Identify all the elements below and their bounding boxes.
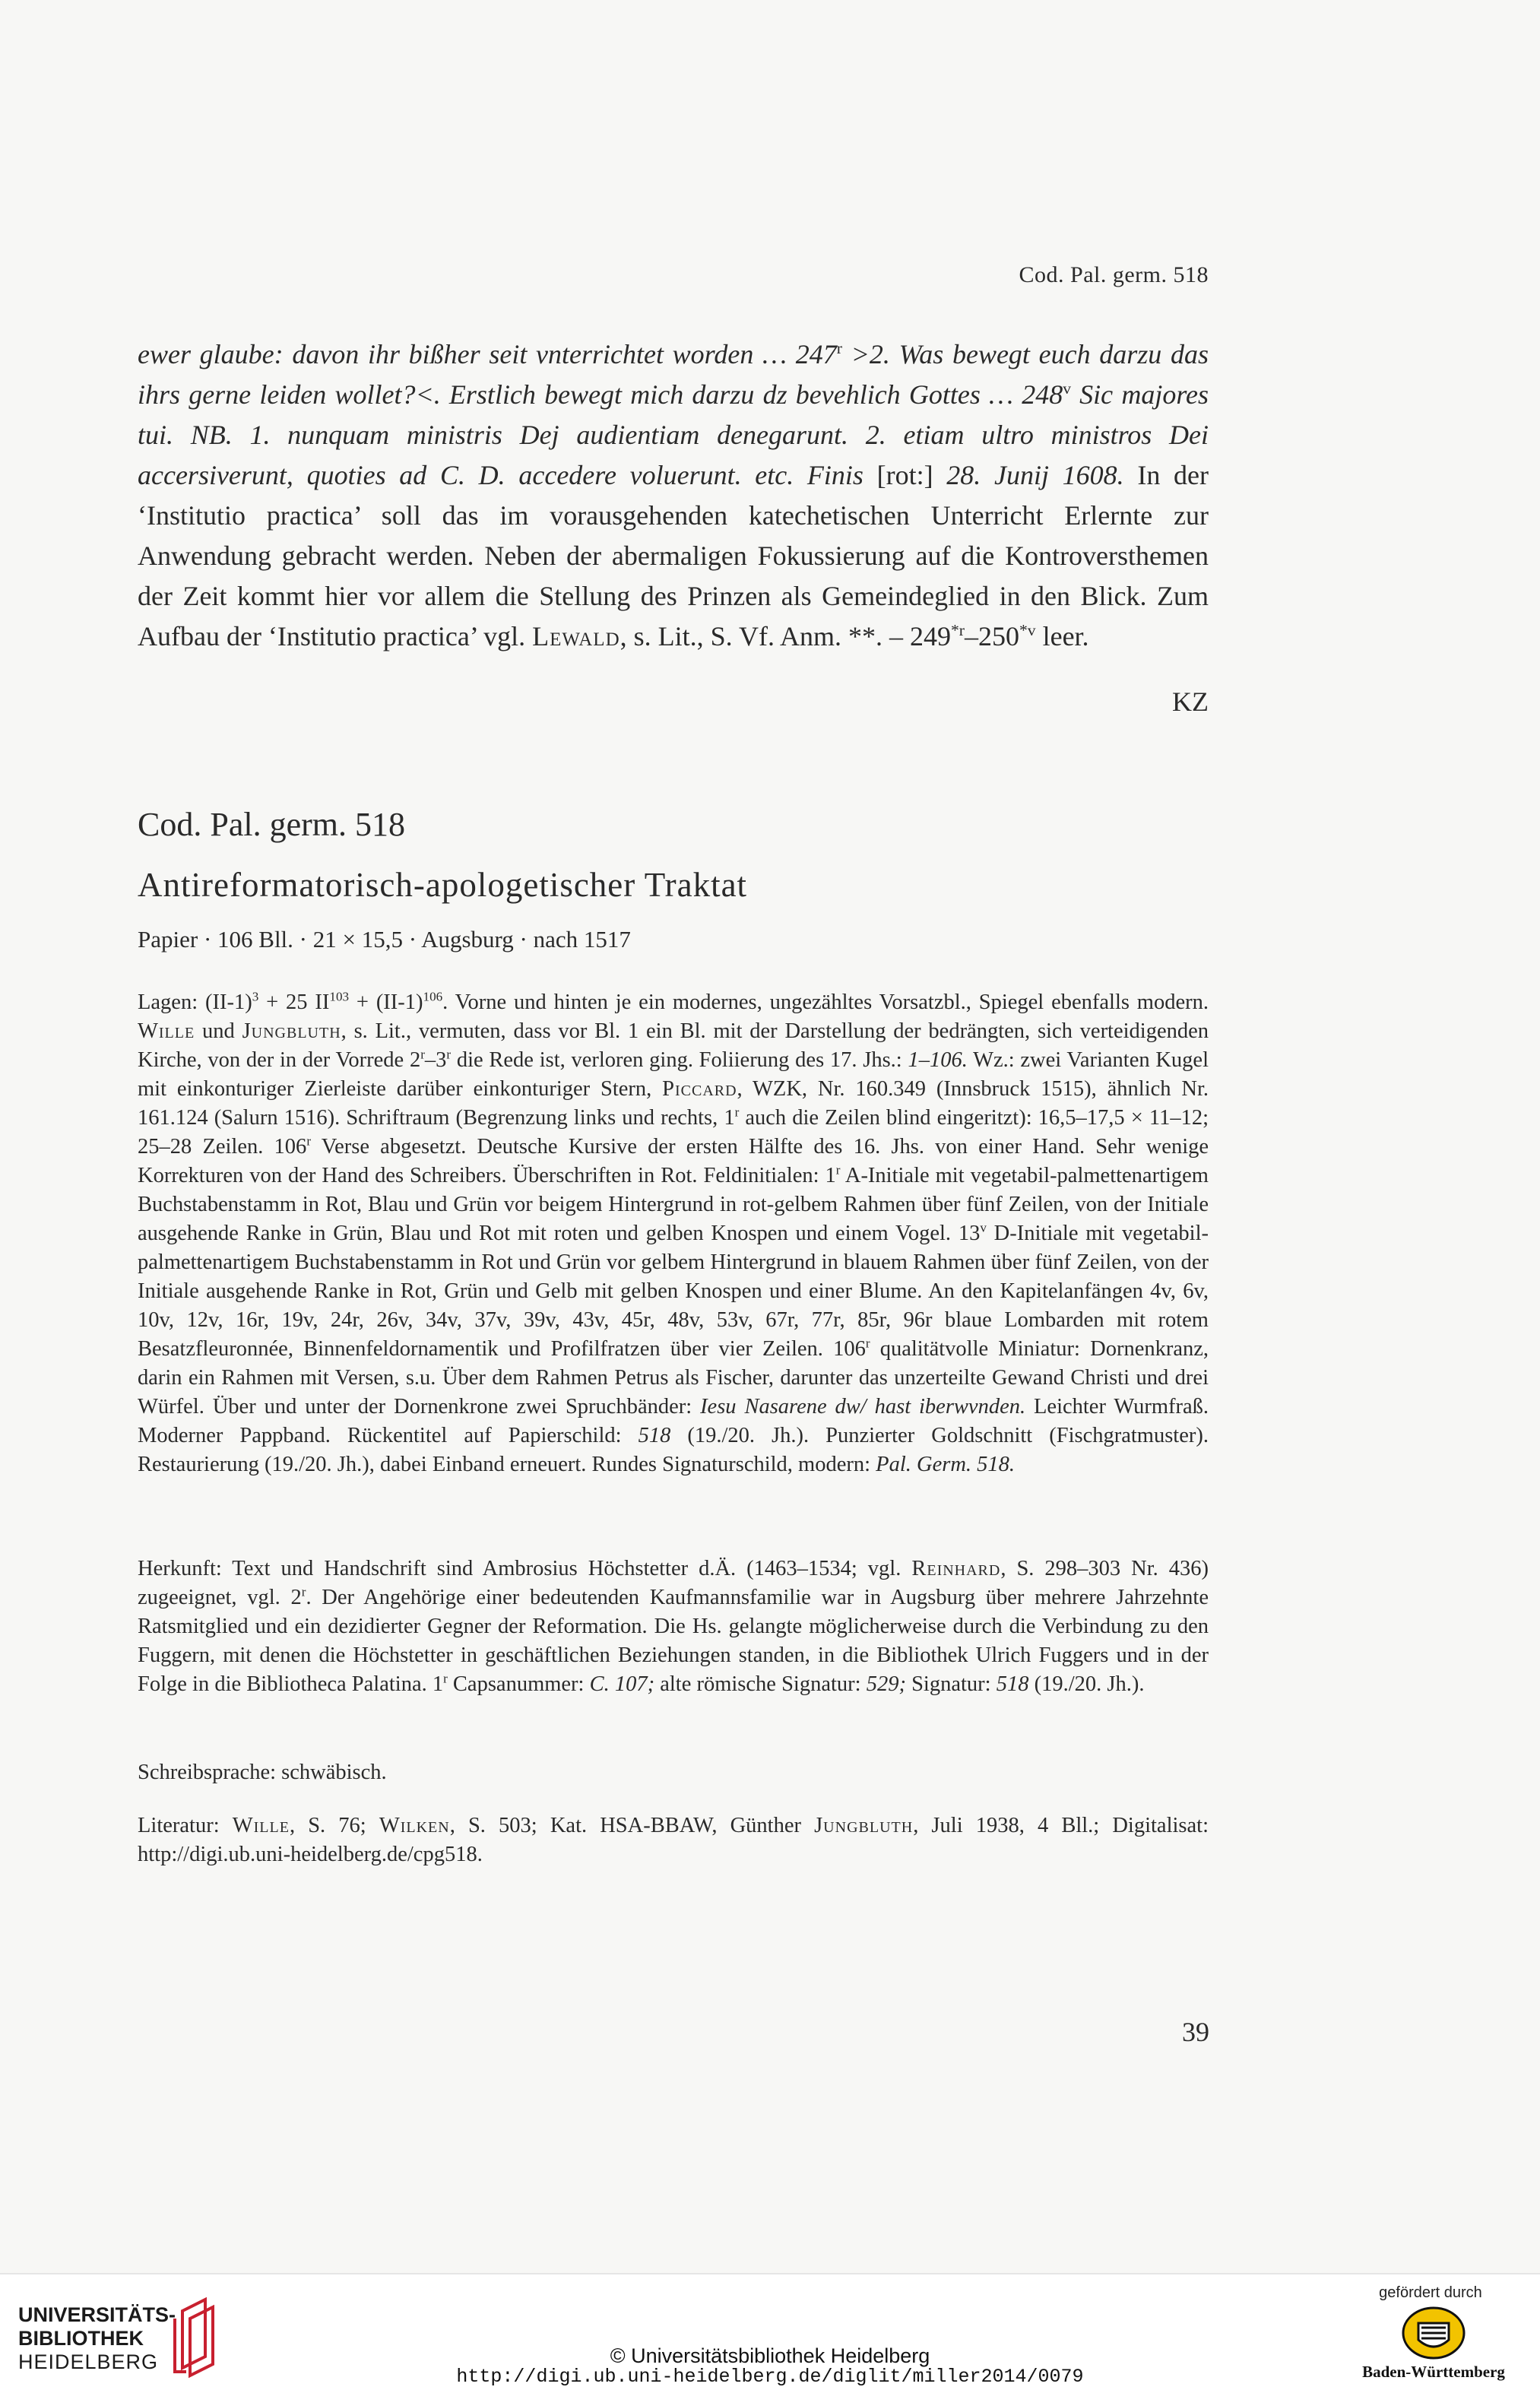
text: + (II-1) bbox=[349, 991, 423, 1014]
date-text: 28. Junij 1608. bbox=[946, 460, 1124, 490]
copyright-text: © Universitätsbibliothek Heidelberg bbox=[610, 2344, 930, 2367]
sup: r bbox=[301, 1584, 306, 1599]
entry-meta: Papier · 106 Bll. · 21 × 15,5 · Augsburg · nach 1517 bbox=[138, 926, 631, 953]
author-name: Jungbluth bbox=[242, 1019, 341, 1043]
rot-marker: [rot:] bbox=[863, 460, 947, 490]
sup: 103 bbox=[329, 989, 350, 1004]
shelfmark: 529; bbox=[866, 1672, 906, 1696]
text: blaue Lombarden mit rotem Besatzfleuronnée, Binnenfeldornamentik und Profilfratzen über vier Zeilen. 106 bbox=[138, 1308, 1209, 1361]
author-name: Wilken bbox=[379, 1814, 450, 1837]
schreibsprache-paragraph: Schreibsprache: schwäbisch. bbox=[138, 1761, 387, 1784]
sup: r bbox=[446, 1047, 452, 1062]
sup: 106 bbox=[423, 989, 443, 1004]
sup: r bbox=[306, 1133, 312, 1149]
text: , S. 76; bbox=[289, 1814, 379, 1837]
folio-sup: v bbox=[1063, 379, 1071, 398]
text: . Der Angehörige einer bedeutenden Kaufmannsfamilie war in Augsburg über mehrere Jahrzehnte Ratsmitglied und ein dezidierter Gegner der Reformation. Die Hs. gelangte möglicherweise durch die Verbindung zu den Fuggern, mit denen die Höchstetter in geschäftlichen Beziehungen standen, in die Bibliothek Ulrich Fuggers und in der Folge in die Bibliotheca Palatina. 1 bbox=[138, 1586, 1209, 1696]
text: (19./20. Jh.). Punzierter Goldschnitt (Fischgratmuster). Restaurierung (19./20. Jh.), dabei Einband erneuert. Rundes Signaturschild, modern: bbox=[138, 1424, 1209, 1476]
sup: r bbox=[420, 1047, 425, 1062]
text: Wz.: zwei Varianten Kugel mit einkonturiger Zierleiste darüber einkonturiger Stern, bbox=[138, 1048, 1209, 1101]
text: Capsanummer: bbox=[447, 1672, 590, 1696]
logo-line: BIBLIOTHEK bbox=[18, 2327, 144, 2350]
author-initials: KZ bbox=[1172, 686, 1209, 717]
shelfmark: Pal. Germ. 518. bbox=[876, 1453, 1016, 1476]
text: . Vorne und hinten je ein modernes, ungezähltes Vorsatzbl., Spiegel ebenfalls modern. bbox=[442, 991, 1209, 1014]
herkunft-paragraph bbox=[138, 1555, 1209, 1699]
author-name: Jungbluth bbox=[814, 1814, 914, 1837]
text: –3 bbox=[424, 1048, 447, 1072]
literatur-paragraph bbox=[138, 1812, 1209, 1869]
body-text: leer. bbox=[1035, 621, 1089, 651]
running-head: Cod. Pal. germ. 518 bbox=[1019, 262, 1209, 287]
footer-bar bbox=[0, 2273, 1540, 2390]
shelfmark: 518 bbox=[996, 1672, 1029, 1696]
body-text: , s. Lit., S. Vf. Anm. **. – 249 bbox=[619, 621, 951, 651]
author-name: Reinhard bbox=[911, 1557, 1001, 1580]
text: Literatur: bbox=[138, 1814, 233, 1837]
text: , S. 503; Kat. HSA-BBAW, Günther bbox=[449, 1814, 815, 1837]
text: Leichter Wurmfraß. Moderner Pappband. Rückentitel auf Papierschild: bbox=[138, 1395, 1209, 1447]
foliation: 1–106. bbox=[908, 1048, 968, 1072]
continuation-paragraph bbox=[138, 334, 1209, 657]
text: A-Initiale mit vegetabil-palmettenartigem Buchstabenstamm in Rot, Blau und Grün vor beigem Hintergrund in rot-gelbem Rahmen über fünf Zeilen, von der Initiale ausgehende Ranke in Grün, Blau und Rot mit roten und gelben Knospen und einem Vogel. 13 bbox=[138, 1164, 1209, 1245]
text: Verse abgesetzt. Deutsche Kursive der ersten Hälfte des 16. Jhs. von einer Hand. Sehr wenige Korrekturen von der Hand des Schreibers. Überschriften in Rot. Feldinitialen: 1 bbox=[138, 1135, 1209, 1187]
folio-sup: *v bbox=[1019, 621, 1036, 639]
text: , Juli 1938, 4 Bll.; Digitalisat: http://digi.ub.uni-heidelberg.de/cpg518. bbox=[138, 1814, 1209, 1866]
folio-sup: r bbox=[836, 339, 842, 357]
sup: r bbox=[734, 1105, 740, 1120]
funded-by-label: gefördert durch bbox=[1379, 2284, 1482, 2301]
text: , S. 298–303 Nr. 436) zugeeignet, vgl. 2 bbox=[138, 1557, 1209, 1609]
folio-list: v, 6v, 10v, 12v, 16r, 19v, 24r, 26v, 34v, 37v, 39v, 43v, 45r, 48v, 53v, 67r, 77r, 85r, 96r bbox=[138, 1279, 1209, 1332]
text: + 25 II bbox=[258, 991, 330, 1014]
sup: 3 bbox=[252, 989, 259, 1004]
author-name: Lewald bbox=[532, 621, 620, 651]
text: Lagen: (II-1) bbox=[138, 991, 252, 1014]
entry-signature: Cod. Pal. germ. 518 bbox=[138, 806, 405, 843]
shelfmark: 518 bbox=[638, 1424, 671, 1447]
body-text: –250 bbox=[965, 621, 1019, 651]
text: , WZK, Nr. 160.349 (Innsbruck 1515), ähnlich Nr. 161.124 (Salurn 1516). Schriftraum (Begrenzung links und rechts, 1 bbox=[138, 1077, 1209, 1130]
text: (19./20. Jh.). bbox=[1028, 1672, 1145, 1696]
entry-title: Antireformatorisch-apologetischer Traktat bbox=[138, 866, 748, 904]
logo-line: UNIVERSITÄTS- bbox=[18, 2303, 176, 2326]
state-name: Baden-Württemberg bbox=[1362, 2363, 1505, 2381]
shelfmark: C. 107; bbox=[589, 1672, 655, 1696]
lagen-paragraph bbox=[138, 988, 1209, 1479]
text: D-Initiale mit vegetabil-palmettenartigem Buchstabenstamm in Rot und Grün vor gelbem Hintergrund in blauem Rahmen über fünf Zeilen, von der Initiale ausgehende Ranke in Rot, Grün und Gelb mit gelben Knospen und einer Blume. An den Kapitelanfängen 4 bbox=[138, 1222, 1209, 1303]
text: , s. Lit., vermuten, dass vor Bl. 1 ein Bl. mit der Darstellung der bedrängten, sich verteidigenden Kirche, von der in der Vorrede 2 bbox=[138, 1019, 1209, 1072]
body-text: In der ‘Institutio practica’ soll das im vorausgehenden katechetischen Unterricht Erlernte zur Anwendung gebracht werden. Neben der abermaligen Fokussierung auf die Kontroversthemen der Zeit kommt hier vor allem die Stellung des Prinzen als Gemeindeglied in den Blick. Zum Aufbau der ‘Institutio practica’ vgl. bbox=[138, 460, 1209, 651]
footer-divider bbox=[0, 2273, 1540, 2274]
text: qualitätvolle Miniatur: Dornenkranz, darin ein Rahmen mit Versen, s.u. Über dem Rahmen Petrus als Fischer, darunter das unzerteilte Gewand Christi und drei Würfel. Über und unter der Dornenkrone zwei Spruchbänder: bbox=[138, 1337, 1209, 1418]
author-name: Piccard bbox=[662, 1077, 737, 1101]
folio-sup: *r bbox=[951, 621, 965, 639]
text: und bbox=[195, 1019, 242, 1043]
author-name: Wille bbox=[138, 1019, 195, 1043]
text: Signatur: bbox=[905, 1672, 997, 1696]
quote-text: ewer glaube: davon ihr bißher seit vnterrichtet worden … 247 bbox=[138, 339, 837, 369]
sup: v bbox=[980, 1220, 987, 1235]
text: alte römische Signatur: bbox=[654, 1672, 867, 1696]
page-number: 39 bbox=[1182, 2017, 1209, 2047]
text: Herkunft: Text und Handschrift sind Ambrosius Höchstetter d.Ä. (1463–1534; vgl. bbox=[138, 1557, 912, 1580]
sup: r bbox=[835, 1162, 841, 1178]
permalink-url[interactable]: http://digi.ub.uni-heidelberg.de/diglit/miller2014/0079 bbox=[456, 2366, 1084, 2388]
quote-text: Iesu Nasarene dw/ hast iberwvnden. bbox=[700, 1395, 1026, 1418]
state-coat-of-arms-icon[interactable] bbox=[1402, 2306, 1466, 2360]
author-name: Wille bbox=[232, 1814, 290, 1837]
quote-text: Sic majores tui. NB. 1. nunquam ministris Dej audientiam denegarunt. 2. etiam ultro ministros Dei accersiverunt, quoties ad C. D. accedere voluerunt. etc. Finis bbox=[138, 379, 1209, 490]
sup: r bbox=[443, 1671, 448, 1686]
text: die Rede ist, verloren ging. Foliierung des 17. Jhs.: bbox=[451, 1048, 908, 1072]
sup: r bbox=[865, 1336, 870, 1351]
logo-line: HEIDELBERG bbox=[18, 2350, 159, 2373]
quote-text: >2. Was bewegt euch darzu das ihrs gerne leiden wollet?<. Erstlich bewegt mich darzu dz bevehlich Gottes … 248 bbox=[138, 339, 1209, 410]
text: auch die Zeilen blind eingeritzt): 16,5–17,5 × 11–12; 25–28 Zeilen. 106 bbox=[138, 1106, 1209, 1159]
